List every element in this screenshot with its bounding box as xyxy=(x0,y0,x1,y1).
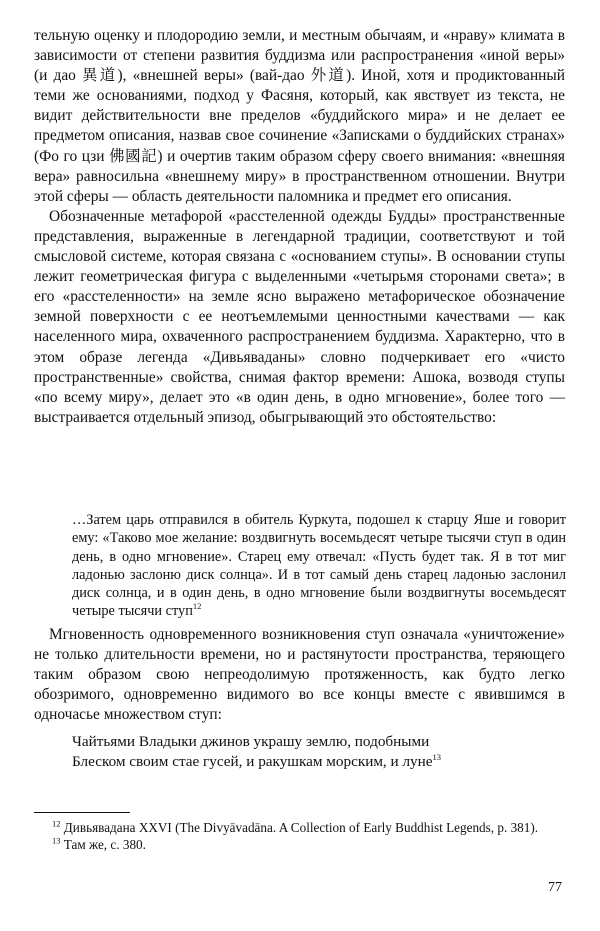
block-quote xyxy=(72,511,566,621)
footnote-ref-12[interactable]: 12 xyxy=(192,601,202,612)
quote-text xyxy=(72,511,566,621)
paragraph-1: тельную оценку и плодородию земли, и местным обычаям, и «нраву» климата в зависимости от степени развития буддизма или распространения «иной веры» (и дао 異道), «внешней веры» (вай-дао 外道). Иной, хотя и продиктованный теми же основаниями, подход у Фасяня, который, как явствует из текста, не видит действительности вне пределов «буддийского мира» и не делает ее предметом описания, назвав свое сочинение «Записками о буддийских странах» (Фо го цзи 佛國記) и очертив таким образом сферу своего внимания: «внешняя вера» равносильна «внешнему миру» в пространственном отношении. Внутри этой сферы — область деятельности паломника и предмет его описания. xyxy=(34,27,565,205)
page-number: 77 xyxy=(548,880,562,895)
paragraph-3: Мгновенность одновременного возникновения ступ означала «уничтожение» не только длительности времени, но и растянутости пространства, теряющего таким образом свою непреодолимую протяженность, как будто легко обозримого, одновременно видимого во все концы вместе с явившимся в одночасье множеством ступ: xyxy=(34,626,565,724)
footnote-item xyxy=(34,820,565,837)
footnote-mark: 13 xyxy=(52,835,61,846)
verse-line-2 xyxy=(72,752,552,772)
verse-line-1: Чайтьями Владыки джинов украшу землю, подобными xyxy=(72,733,430,750)
footnote-text: Дивьявадана XXVI (The Divyāvadāna. A Collection of Early Buddhist Legends, p. 381). xyxy=(63,820,539,835)
footnote-text: Там же, с. 380. xyxy=(63,836,146,852)
footnote-mark: 12 xyxy=(52,818,61,829)
footnotes xyxy=(34,820,565,853)
footnote-divider xyxy=(34,812,130,813)
main-text-continued xyxy=(34,625,565,725)
verse-quote xyxy=(72,732,552,773)
verse-line-2-text: Блеском своим стае гусей, и ракушкам морским, и луне xyxy=(72,753,433,771)
footnote-ref-13[interactable]: 13 xyxy=(432,752,441,763)
paragraph-2: Обозначенные метафорой «расстеленной одежды Будды» пространственные представления, выраженные в легендарной традиции, соответствуют и той смысловой системе, которая связана с «основанием ступы». В основании ступы лежит геометрическая фигура с выделенными «четырьмя сторонами света»; в его «расстеленности» на земле ясно выражено метафорическое обозначение земной поверхности с ее неотъемлемыми ценностными качествами — как населенного мира, охваченного распространением буддизма. Характерно, что в этом образе легенда «Дивьяваданы» словно подчеркивает его «чисто пространственные» свойства, снимая фактор времени: Ашока, возводя ступы «по всему миру», делает это «в один день, в одно мгновение», более того — выстраивается отдельный эпизод, обыгрывающий это обстоятельство: xyxy=(34,207,565,426)
footnote-item xyxy=(34,837,565,854)
quote-body: …Затем царь отправился в обитель Куркута, подошел к старцу Яше и говорит ему: «Таково мое желание: воздвигнуть восемьдесят четыре тысячи ступ в один день, в одно мгновение». Старец ему отвечал: «Пусть будет так. Я в тот миг ладонью заслоню диск солнца». И в тот самый день старец ладонью заслонил диск солнца, и в один день, в одно мгновение были воздвигнуты восемьдесят четыре тысячи ступ xyxy=(72,512,566,620)
main-text xyxy=(34,26,565,428)
